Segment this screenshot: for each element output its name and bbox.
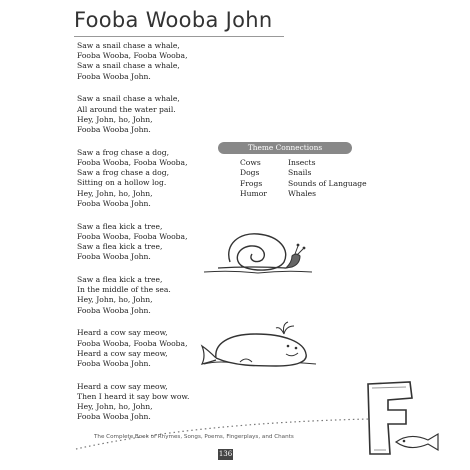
poem-line: Fooba Wooba, Fooba Wooba,: [77, 158, 188, 168]
poem-line: Fooba Wooba John.: [77, 71, 151, 81]
poem-line: Hey, John, ho, John,: [77, 295, 153, 305]
stanza: [77, 41, 227, 82]
poem-line: Fooba Wooba John.: [77, 305, 151, 315]
poem-line: Sitting on a hollow log.: [77, 178, 167, 188]
poem-line: Hey, John, ho, John,: [77, 188, 153, 198]
poem-line: Fooba Wooba, Fooba Wooba,: [77, 51, 188, 61]
theme-item: Whales: [288, 189, 317, 199]
page-number: 136: [218, 450, 233, 458]
poem-line: Fooba Wooba, Fooba Wooba,: [77, 338, 188, 348]
poem-line: All around the water pail.: [77, 104, 176, 114]
poem-line: Saw a flea kick a tree,: [77, 242, 163, 252]
stanza: [77, 94, 227, 135]
theme-column: [288, 158, 367, 200]
theme-connections-box: [210, 140, 372, 200]
poem-line: Heard a cow say meow,: [77, 381, 168, 391]
stanza: [77, 148, 227, 209]
theme-item: Cows: [240, 158, 261, 167]
poem-line: Fooba Wooba John.: [77, 252, 151, 262]
theme-item: Frogs: [240, 178, 263, 188]
theme-item: Sounds of Language: [288, 178, 367, 188]
poem-line: Fooba Wooba John.: [77, 412, 151, 422]
footer-source-text: The Complete Book of Rhymes, Songs, Poems, Fingerplays, and Chants: [94, 434, 294, 440]
poem-line: Saw a frog chase a dog,: [77, 147, 169, 157]
snail-illustration: [200, 226, 315, 286]
poem-line: Fooba Wooba John.: [77, 198, 151, 208]
poem-line: Fooba Wooba, Fooba Wooba,: [77, 231, 188, 241]
theme-column: [240, 158, 267, 200]
poem-line: Saw a snail chase a whale,: [77, 94, 180, 104]
theme-item: Insects: [288, 158, 316, 167]
poem-line: Fooba Wooba John.: [77, 125, 151, 135]
poem-line: Then I heard it say bow wow.: [77, 392, 190, 402]
poem-line: Heard a cow say meow,: [77, 348, 168, 358]
theme-item: Humor: [240, 189, 267, 199]
poem-line: Heard a cow say meow,: [77, 328, 168, 338]
whale-illustration: [200, 320, 320, 380]
poem-line: Saw a flea kick a tree,: [77, 221, 163, 231]
theme-item: Dogs: [240, 168, 260, 178]
poem-line: Saw a snail chase a whale,: [77, 61, 180, 71]
poem-line: Hey, John, ho, John,: [77, 402, 153, 412]
poem-line: Saw a snail chase a whale,: [77, 41, 180, 50]
theme-item: Snails: [288, 168, 312, 178]
decorative-dotted-line: [74, 405, 374, 455]
poem-line: Hey, John, ho, John,: [77, 114, 153, 124]
poem-line: Saw a flea kick a tree,: [77, 275, 163, 285]
title-divider: [74, 36, 284, 37]
poem-line: In the middle of the sea.: [77, 285, 171, 295]
poem-line: Fooba Wooba John.: [77, 359, 151, 369]
theme-connections-header: Theme Connections: [218, 142, 352, 154]
poem-line: Saw a frog chase a dog,: [77, 168, 169, 178]
page-title: Fooba Wooba John: [74, 8, 273, 32]
